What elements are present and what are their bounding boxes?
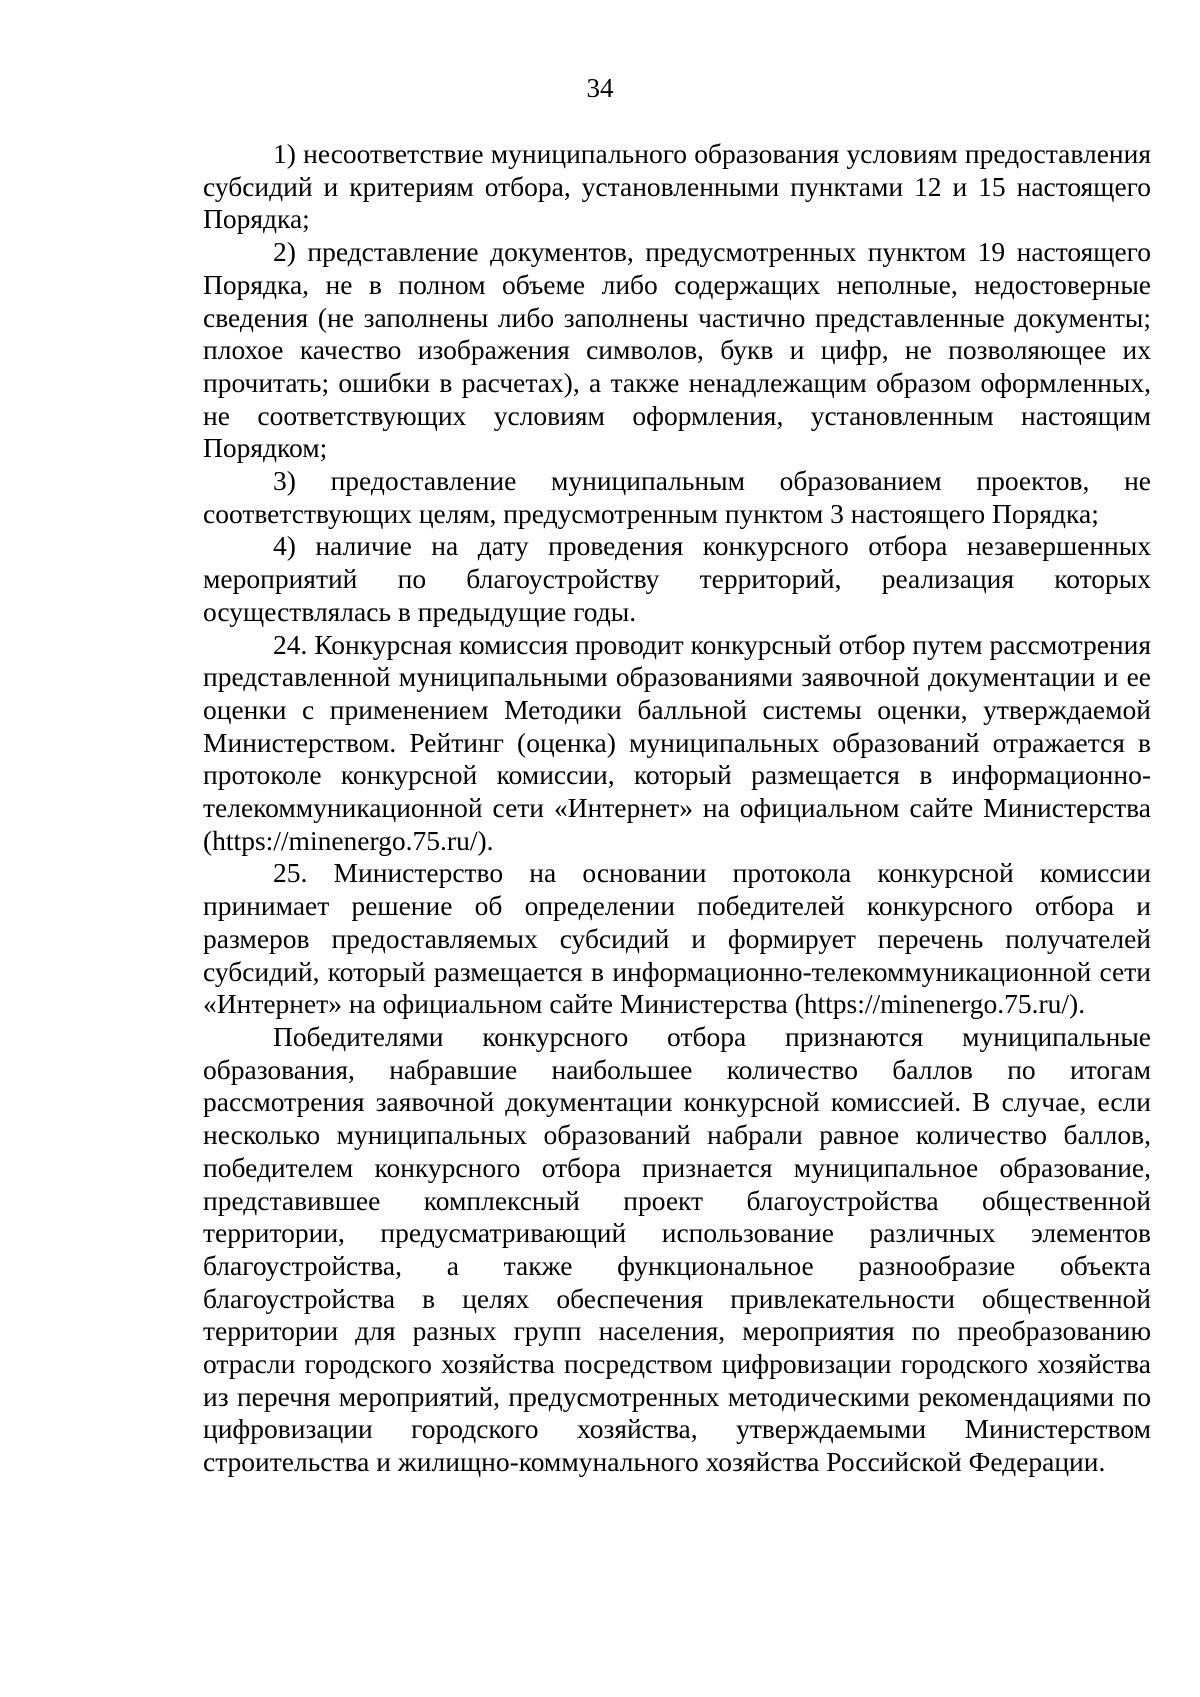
paragraph-25: 25. Министерство на основании протокола конкурсной комиссии принимает решение об определении победителей конкурсного отбора и размеров предоставляемых субсидий и формирует перечень получателей субсидий, который размещается в информационно-телекоммуникационной сети «Интернет» на официальном сайте Министерства (https://minenergo.75.ru/). — [203, 857, 1151, 1020]
paragraph-item-3: 3) предоставление муниципальным образованием проектов, не соответствующих целям, предусмотренным пунктом 3 настоящего Порядка; — [203, 465, 1151, 529]
paragraph-24: 24. Конкурсная комиссия проводит конкурсный отбор путем рассмотрения представленной муниципальными образованиями заявочной документации и ее оценки с применением Методики балльной системы оценки, утверждаемой Министерством. Рейтинг (оценка) муниципальных образований отражается в протоколе конкурсной комиссии, который размещается в информационно-телекоммуникационной сети «Интернет» на официальном сайте Министерства (https://minenergo.75.ru/). — [203, 628, 1151, 856]
paragraph-item-4: 4) наличие на дату проведения конкурсного отбора незавершенных мероприятий по благоустройству территорий, реализация которых осуществлялась в предыдущие годы. — [203, 530, 1151, 627]
document-body — [203, 138, 1151, 1479]
page-number: 34 — [586, 73, 614, 103]
paragraph-item-2: 2) представление документов, предусмотренных пунктом 19 настоящего Порядка, не в полном объеме либо содержащих неполные, недостоверные сведения (не заполнены либо заполнены частично представленные документы; плохое качество изображения символов, букв и цифр, не позволяющее их прочитать; ошибки в расчетах), а также ненадлежащим образом оформленных, не соответствующих условиям оформления, установленным настоящим Порядком; — [203, 236, 1151, 464]
paragraph-winners: Победителями конкурсного отбора признаются муниципальные образования, набравшие наибольшее количество баллов по итогам рассмотрения заявочной документации конкурсной комиссией. В случае, если несколько муниципальных образований набрали равное количество баллов, победителем конкурсного отбора признается муниципальное образование, представившее комплексный проект благоустройства общественной территории, предусматривающий использование различных элементов благоустройства, а также функциональное разнообразие объекта благоустройства в целях обеспечения привлекательности общественной территории для разных групп населения, мероприятия по преобразованию отрасли городского хозяйства посредством цифровизации городского хозяйства из перечня мероприятий, предусмотренных методическими рекомендациями по цифровизации городского хозяйства, утверждаемыми Министерством строительства и жилищно-коммунального хозяйства Российской Федерации. — [203, 1020, 1151, 1478]
paragraph-item-1: 1) несоответствие муниципального образования условиям предоставления субсидий и критериям отбора, установленными пунктами 12 и 15 настоящего Порядка; — [203, 138, 1151, 235]
